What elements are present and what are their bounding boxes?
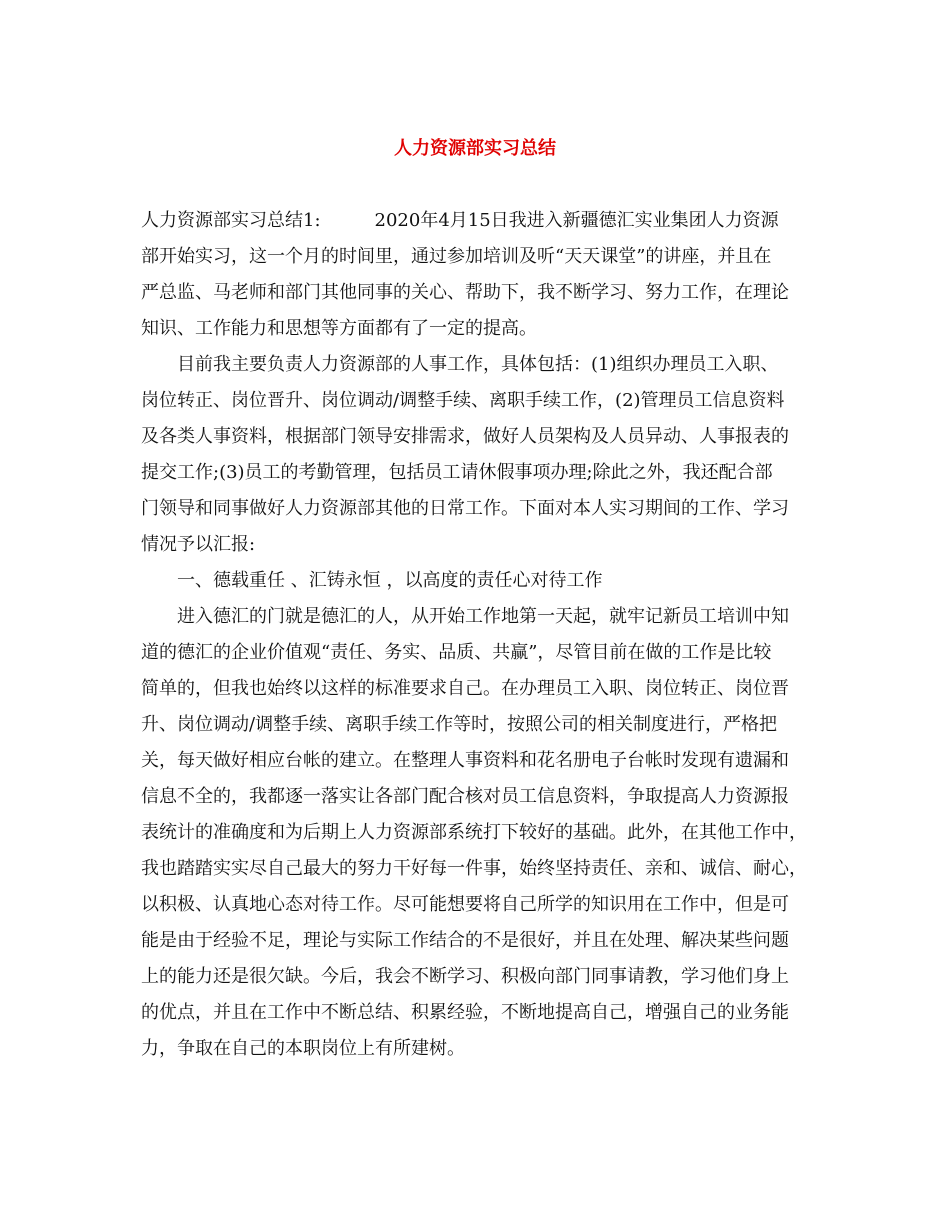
text-line: 道的德汇的企业价值观“责任、务实、品质、共赢”，尽管目前在做的工作是比较 [141,642,772,663]
document-title: 人力资源部实习总结 [394,138,556,159]
text-line: 的优点，并且在工作中不断总结、积累经验，不断地提高自己，增强自己的业务能 [141,1002,789,1023]
text-line: 以积极、认真地心态对待工作。尽可能想要将自己所学的知识用在工作中，但是可 [141,894,789,915]
text-line: 表统计的准确度和为后期上人力资源部系统打下较好的基础。此外，在其他工作中， [141,822,807,843]
text-line: 人力资源部实习总结1: 2020年4月15日我进入新疆德汇实业集团人力资源 [141,210,779,231]
text-line: 上的能力还是很欠缺。今后，我会不断学习、积极向部门同事请教，学习他们身上 [141,966,789,987]
text-line: 岗位转正、岗位晋升、岗位调动/调整手续、离职手续工作，(2)管理员工信息资料 [141,390,785,411]
text-line: 能是由于经验不足，理论与实际工作结合的不是很好，并且在处理、解决某些问题 [141,930,789,951]
text-line: 部开始实习，这一个月的时间里，通过参加培训及听“天天课堂”的讲座，并且在 [141,246,772,267]
text-line: 进入德汇的门就是德汇的人，从开始工作地第一天起，就牢记新员工培训中知 [177,606,789,627]
text-line: 目前我主要负责人力资源部的人事工作，具体包括：(1)组织办理员工入职、 [177,354,779,375]
text-line: 关，每天做好相应台帐的建立。在整理人事资料和花名册电子台帐时发现有遗漏和 [141,750,789,771]
text-line: 知识、工作能力和思想等方面都有了一定的提高。 [141,318,537,339]
text-line: 升、岗位调动/调整手续、离职手续工作等时，按照公司的相关制度进行，严格把 [141,714,778,735]
text-line: 门领导和同事做好人力资源部其他的日常工作。下面对本人实习期间的工作、学习 [141,498,789,519]
text-line: 简单的，但我也始终以这样的标准要求自己。在办理员工入职、岗位转正、岗位晋 [141,678,789,699]
text-line: 力，争取在自己的本职岗位上有所建树。 [141,1038,465,1059]
section-heading: 一、德载重任 、汇铸永恒 ，以高度的责任心对待工作 [177,570,603,591]
text-line: 情况予以汇报: [141,534,256,555]
text-line: 我也踏踏实实尽自己最大的努力干好每一件事，始终坚持责任、亲和、诚信、耐心， [141,858,807,879]
text-line: 提交工作;(3)员工的考勤管理，包括员工请休假事项办理;除此之外，我还配合部 [141,462,773,483]
text-line: 信息不全的，我都逐一落实让各部门配合核对员工信息资料，争取提高人力资源报 [141,786,789,807]
text-line: 严总监、马老师和部门其他同事的关心、帮助下，我不断学习、努力工作，在理论 [141,282,789,303]
text-line: 及各类人事资料，根据部门领导安排需求，做好人员架构及人员异动、人事报表的 [141,426,789,447]
